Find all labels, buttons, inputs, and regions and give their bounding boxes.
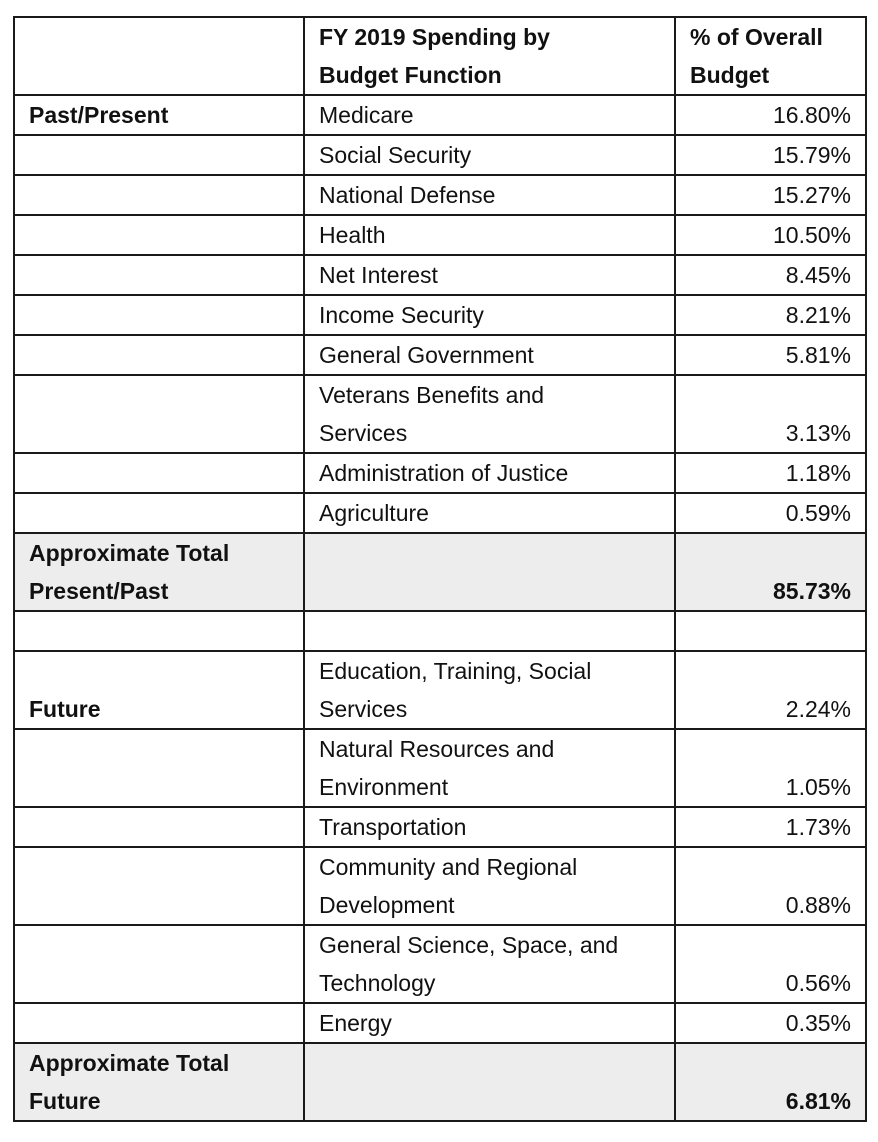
budget-function-name: Environment — [319, 774, 449, 800]
future-category-cell — [14, 925, 304, 1003]
percent-value: 2.24% — [785, 696, 851, 722]
budget-function-name: Agriculture — [319, 500, 429, 526]
percent-cell — [675, 651, 866, 729]
total-empty-cell — [304, 533, 675, 611]
total-percent-value: 85.73% — [772, 578, 851, 604]
future-category-cell — [14, 807, 304, 847]
table-row — [14, 729, 866, 807]
budget-function-cell — [304, 295, 675, 335]
percent-value: 0.59% — [785, 500, 851, 526]
header-empty-cell — [14, 17, 304, 95]
percent-cell — [675, 807, 866, 847]
percent-value: 1.05% — [785, 774, 851, 800]
budget-function-cell — [304, 175, 675, 215]
spacer-row — [14, 611, 866, 651]
budget-table-body — [14, 17, 866, 1121]
header-function-cell — [304, 17, 675, 95]
budget-function-cell — [304, 807, 675, 847]
budget-function-name: National Defense — [319, 182, 496, 208]
budget-function-name: Medicare — [319, 102, 414, 128]
total-empty-cell — [304, 1043, 675, 1121]
budget-function-cell — [304, 335, 675, 375]
percent-value: 1.73% — [785, 814, 851, 840]
percent-cell — [675, 255, 866, 295]
future-label: Future — [29, 696, 101, 722]
past-present-category-cell — [14, 255, 304, 295]
past-present-label: Past/Present — [29, 102, 169, 128]
past-present-total-row — [14, 533, 866, 611]
budget-function-name: Health — [319, 222, 386, 248]
table-row — [14, 215, 866, 255]
total-label-line1: Approximate Total — [29, 540, 230, 566]
past-present-category-cell — [14, 95, 304, 135]
percent-value: 15.27% — [772, 182, 851, 208]
future-category-cell — [14, 651, 304, 729]
percent-cell — [675, 847, 866, 925]
budget-function-name: Income Security — [319, 302, 484, 328]
budget-function-name: Services — [319, 420, 408, 446]
past-present-category-cell — [14, 295, 304, 335]
past-present-category-cell — [14, 493, 304, 533]
percent-value: 3.13% — [785, 420, 851, 446]
future-category-cell — [14, 729, 304, 807]
header-row — [14, 17, 866, 95]
percent-value: 5.81% — [785, 342, 851, 368]
percent-value: 1.18% — [785, 460, 851, 486]
future-category-cell — [14, 847, 304, 925]
table-row — [14, 175, 866, 215]
table-row — [14, 847, 866, 925]
table-row — [14, 925, 866, 1003]
budget-function-name: Services — [319, 696, 408, 722]
past-present-category-cell — [14, 375, 304, 453]
table-row — [14, 493, 866, 533]
percent-cell — [675, 135, 866, 175]
budget-function-name: Energy — [319, 1010, 392, 1036]
total-label-line1: Approximate Total — [29, 1050, 230, 1076]
future-total-pct-cell — [675, 1043, 866, 1121]
budget-function-name: Development — [319, 892, 455, 918]
percent-cell — [675, 925, 866, 1003]
percent-cell — [675, 175, 866, 215]
budget-function-cell — [304, 651, 675, 729]
percent-value: 15.79% — [772, 142, 851, 168]
budget-table — [13, 16, 867, 1122]
budget-function-cell — [304, 375, 675, 453]
past-present-total-label-cell — [14, 533, 304, 611]
header-pct-cell — [675, 17, 866, 95]
percent-value: 10.50% — [772, 222, 851, 248]
budget-function-cell — [304, 135, 675, 175]
table-row — [14, 1003, 866, 1043]
percent-value: 16.80% — [772, 102, 851, 128]
header-function-line2: Budget Function — [319, 62, 502, 88]
percent-value: 0.56% — [785, 970, 851, 996]
percent-cell — [675, 95, 866, 135]
budget-function-name: Transportation — [319, 814, 467, 840]
percent-cell — [675, 375, 866, 453]
table-row — [14, 295, 866, 335]
future-total-row — [14, 1043, 866, 1121]
budget-function-name: General Science, Space, and — [319, 932, 619, 958]
budget-function-cell — [304, 215, 675, 255]
percent-cell — [675, 295, 866, 335]
budget-function-cell — [304, 1003, 675, 1043]
header-function-line1: FY 2019 Spending by — [319, 24, 550, 50]
percent-cell — [675, 453, 866, 493]
budget-function-cell — [304, 255, 675, 295]
percent-value: 0.88% — [785, 892, 851, 918]
total-percent-value: 6.81% — [785, 1088, 851, 1114]
table-row — [14, 453, 866, 493]
total-label-line2: Present/Past — [29, 578, 169, 604]
percent-value: 8.45% — [785, 262, 851, 288]
budget-function-cell — [304, 729, 675, 807]
percent-cell — [675, 215, 866, 255]
budget-function-name: Veterans Benefits and — [319, 382, 545, 408]
budget-function-name: Natural Resources and — [319, 736, 555, 762]
budget-function-cell — [304, 453, 675, 493]
past-present-total-pct-cell — [675, 533, 866, 611]
header-pct-line1: % of Overall — [690, 24, 823, 50]
table-row — [14, 95, 866, 135]
spacer-cell — [304, 611, 675, 651]
table-row — [14, 335, 866, 375]
future-category-cell — [14, 1003, 304, 1043]
spacer-cell — [675, 611, 866, 651]
total-label-line2: Future — [29, 1088, 101, 1114]
budget-function-name: Administration of Justice — [319, 460, 569, 486]
past-present-category-cell — [14, 335, 304, 375]
budget-function-name: Community and Regional — [319, 854, 578, 880]
table-row — [14, 651, 866, 729]
future-total-label-cell — [14, 1043, 304, 1121]
table-row — [14, 807, 866, 847]
budget-function-name: Technology — [319, 970, 436, 996]
budget-function-name: General Government — [319, 342, 534, 368]
past-present-category-cell — [14, 453, 304, 493]
header-pct-line2: Budget — [690, 62, 770, 88]
percent-cell — [675, 1003, 866, 1043]
percent-cell — [675, 493, 866, 533]
percent-value: 0.35% — [785, 1010, 851, 1036]
past-present-category-cell — [14, 175, 304, 215]
percent-cell — [675, 729, 866, 807]
budget-function-cell — [304, 847, 675, 925]
budget-function-cell — [304, 493, 675, 533]
budget-function-cell — [304, 95, 675, 135]
budget-function-name: Net Interest — [319, 262, 438, 288]
percent-value: 8.21% — [785, 302, 851, 328]
past-present-category-cell — [14, 135, 304, 175]
table-row — [14, 255, 866, 295]
spacer-cell — [14, 611, 304, 651]
budget-function-cell — [304, 925, 675, 1003]
budget-function-name: Social Security — [319, 142, 472, 168]
table-row — [14, 135, 866, 175]
budget-function-name: Education, Training, Social — [319, 658, 592, 684]
percent-cell — [675, 335, 866, 375]
past-present-category-cell — [14, 215, 304, 255]
table-row — [14, 375, 866, 453]
